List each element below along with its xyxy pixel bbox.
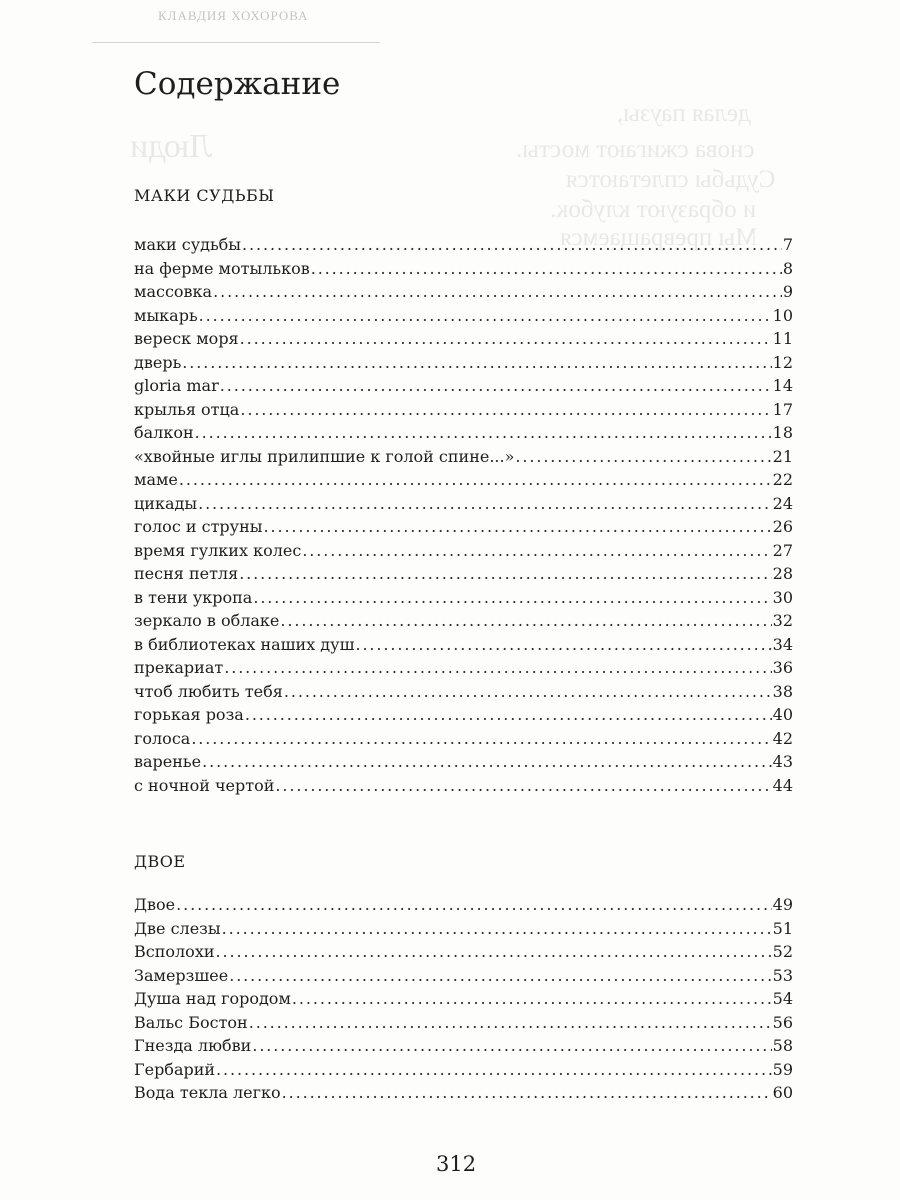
dot-leader (253, 586, 771, 610)
toc-entry (134, 987, 793, 1011)
toc-entry-title: массовка (134, 282, 213, 301)
toc-entry (134, 964, 793, 988)
toc-entry-page: 51 (772, 918, 793, 938)
toc-entry-title: в тени укропа (134, 587, 253, 607)
toc-entry-title: gloria mar (134, 376, 219, 395)
dot-leader (245, 703, 772, 727)
toc-entry (134, 280, 793, 304)
dot-leader (222, 917, 772, 941)
toc-entry-title: Двое (134, 895, 176, 914)
toc-entry (134, 633, 793, 657)
toc-entry-title: Гнезда любви (134, 1036, 252, 1055)
running-head-rule (92, 42, 380, 43)
toc-entry (134, 656, 793, 680)
toc-entry (134, 562, 793, 586)
toc-entry-page: 34 (772, 634, 793, 654)
bleed-line: и образуют клубок. (550, 196, 757, 223)
page-number: 312 (436, 1152, 477, 1176)
dot-leader (355, 633, 771, 657)
toc-entry-title: Душа над городом (134, 989, 291, 1008)
toc-entry-title: крылья отца (134, 399, 240, 419)
toc-entry-page: 38 (772, 681, 793, 701)
toc-entry-title: цикады (134, 493, 198, 513)
toc-entry-page: 11 (772, 329, 793, 348)
toc-entry-page: 32 (772, 611, 793, 630)
dot-leader (240, 327, 772, 351)
toc-entry (134, 1011, 793, 1035)
toc-entry (134, 539, 793, 563)
toc-entry-page: 27 (772, 540, 793, 560)
toc-entry-page: 9 (782, 282, 793, 301)
toc-entry-title: балкон (134, 423, 194, 442)
toc-entry (134, 940, 793, 964)
bleed-line: Мы превращаемся (560, 224, 758, 251)
toc-entry (134, 515, 793, 539)
toc-entry-title: на ферме мотыльков (134, 258, 310, 278)
dot-leader (284, 680, 772, 704)
toc-entry-title: маме (134, 470, 178, 489)
running-head: КЛАВДИЯ ХОХОРОВА (158, 8, 309, 23)
toc-entry-page: 60 (772, 1083, 793, 1102)
toc-entry (134, 703, 793, 727)
toc-entry (134, 917, 793, 941)
toc-entry (134, 398, 793, 422)
toc-entry-title: мыкарь (134, 305, 198, 325)
toc-entry-title: Замерзшее (134, 965, 229, 985)
toc-entry-title: Вальс Бостон (134, 1012, 248, 1032)
toc-entry-title: маки судьбы (134, 235, 242, 254)
toc-entry-page: 40 (772, 705, 793, 724)
page-title: Содержание (134, 66, 341, 102)
toc-entry-page: 43 (772, 752, 793, 771)
toc-entry-page: 7 (782, 235, 793, 254)
dot-leader (242, 233, 782, 257)
toc-entry (134, 586, 793, 610)
toc-entry-title: дверь (134, 352, 182, 372)
toc-entry (134, 492, 793, 516)
toc-entry-title: Вода текла легко (134, 1083, 281, 1102)
dot-leader (252, 1034, 771, 1058)
toc-entry-page: 10 (772, 305, 793, 325)
toc-entry (134, 445, 793, 469)
toc-entry (134, 727, 793, 751)
toc-entry (134, 374, 793, 398)
dot-leader (239, 562, 771, 586)
toc-entry-page: 59 (772, 1059, 793, 1079)
toc-entry-page: 54 (772, 989, 793, 1008)
toc-entry-title: чтоб любить тебя (134, 681, 283, 701)
bleed-line: делая паузы, (617, 100, 751, 127)
dot-leader (292, 987, 772, 1011)
toc-entry-page: 21 (772, 446, 793, 466)
toc-entry (134, 1034, 793, 1058)
toc-entry-page: 26 (772, 517, 793, 536)
toc-entry (134, 351, 793, 375)
toc-entry (134, 421, 793, 445)
toc-entry-page: 30 (772, 587, 793, 607)
dot-leader (249, 1011, 772, 1035)
dot-leader (176, 893, 772, 917)
dot-leader (202, 750, 772, 774)
toc-entry-page: 53 (772, 965, 793, 985)
toc-entry (134, 680, 793, 704)
bleed-line: Люди (130, 128, 213, 165)
dot-leader (220, 374, 772, 398)
toc-list (134, 233, 793, 797)
toc-entry (134, 609, 793, 633)
section-title: ДВОЕ (134, 852, 186, 871)
toc-entry-page: 14 (772, 376, 793, 395)
toc-entry-title: варенье (134, 752, 202, 771)
dot-leader (213, 280, 782, 304)
toc-entry-page: 22 (772, 470, 793, 489)
bleed-line: снова сжигают мосты. (516, 136, 755, 163)
toc-entry-page: 44 (772, 775, 793, 795)
toc-entry-page: 52 (772, 942, 793, 961)
dot-leader (179, 468, 772, 492)
toc-entry (134, 774, 793, 798)
dot-leader (515, 445, 771, 469)
toc-entry-title: Две слезы (134, 918, 221, 938)
toc-entry-page: 28 (772, 564, 793, 583)
toc-entry-title: прекариат (134, 658, 224, 677)
toc-entry-title: в библиотеках наших душ (134, 634, 355, 654)
dot-leader (275, 774, 771, 798)
dot-leader (280, 609, 771, 633)
dot-leader (282, 1081, 772, 1105)
toc-entry-page: 24 (772, 493, 793, 513)
toc-entry-page: 56 (772, 1012, 793, 1032)
toc-entry-title: с ночной чертой (134, 775, 275, 795)
toc-entry-page: 12 (772, 352, 793, 372)
toc-entry-page: 49 (772, 895, 793, 914)
toc-entry (134, 893, 793, 917)
dot-leader (263, 515, 771, 539)
toc-entry (134, 304, 793, 328)
toc-entry (134, 750, 793, 774)
toc-entry-title: «хвойные иглы прилипшие к голой спине...» (134, 446, 515, 466)
toc-entry-title: Гербарий (134, 1059, 216, 1079)
toc-entry (134, 257, 793, 281)
toc-entry-title: песня петля (134, 564, 239, 583)
dot-leader (195, 421, 772, 445)
toc-entry-title: голос и струны (134, 517, 263, 536)
dot-leader (229, 964, 771, 988)
toc-entry (134, 1058, 793, 1082)
toc-entry-title: горькая роза (134, 705, 244, 724)
toc-entry-page: 8 (782, 258, 793, 278)
toc-entry-title: зеркало в облаке (134, 611, 280, 630)
dot-leader (191, 727, 771, 751)
toc-entry-page: 18 (772, 423, 793, 442)
toc-entry-page: 36 (772, 658, 793, 677)
toc-list (134, 893, 793, 1105)
toc-entry (134, 233, 793, 257)
dot-leader (216, 1058, 772, 1082)
dot-leader (224, 656, 771, 680)
toc-entry (134, 1081, 793, 1105)
toc-entry-page: 17 (772, 399, 793, 419)
toc-entry-title: время гулких колес (134, 540, 302, 560)
dot-leader (199, 304, 772, 328)
toc-entry (134, 327, 793, 351)
bleed-line: Судьбы сплетаются (566, 166, 776, 193)
dot-leader (182, 351, 771, 375)
toc-entry-page: 58 (772, 1036, 793, 1055)
dot-leader (302, 539, 771, 563)
toc-entry (134, 468, 793, 492)
section-title: МАКИ СУДЬБЫ (134, 186, 275, 205)
toc-entry-title: вереск моря (134, 329, 239, 348)
dot-leader (198, 492, 772, 516)
toc-entry-title: Всполохи (134, 942, 215, 961)
dot-leader (240, 398, 771, 422)
toc-entry-page: 42 (772, 728, 793, 748)
toc-entry-title: голоса (134, 728, 191, 748)
dot-leader (311, 257, 782, 281)
dot-leader (216, 940, 772, 964)
